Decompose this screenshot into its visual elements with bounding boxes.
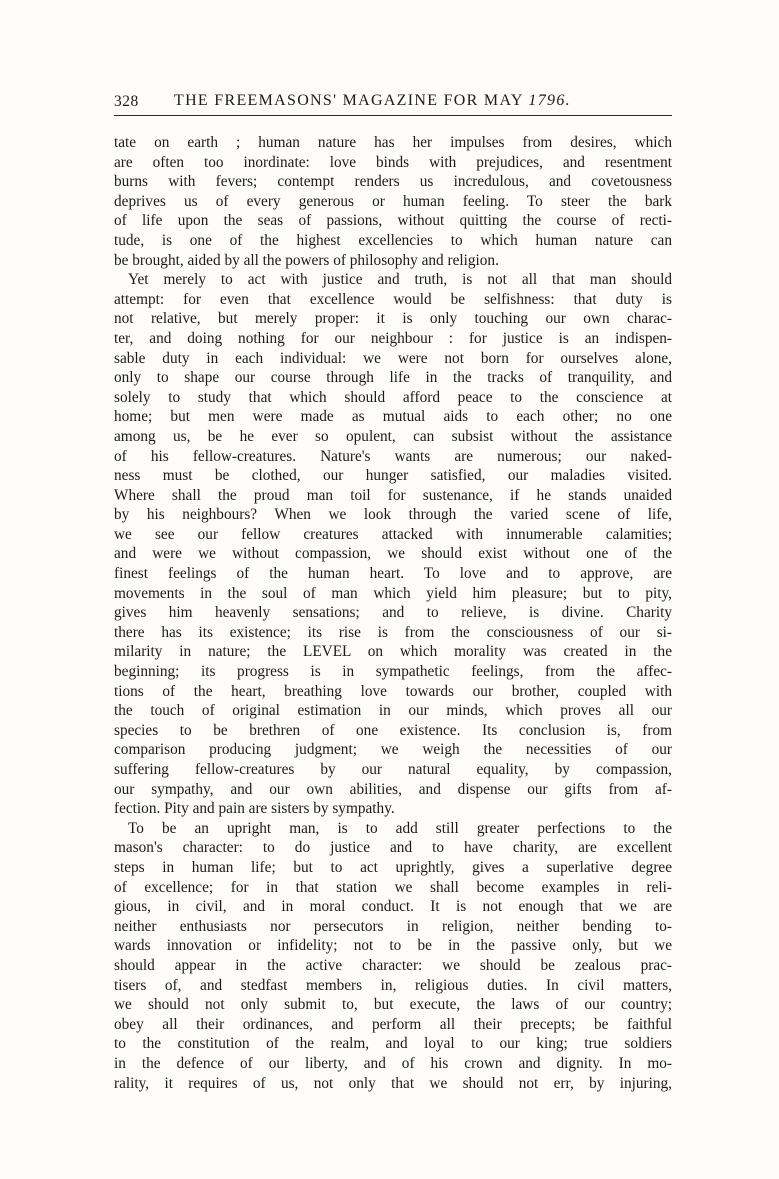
text-line: rality, it requires of us, not only that we should not err, by injuring, — [114, 1074, 672, 1092]
text-line: there has its existence; its rise is from the consciousness of our si- — [114, 623, 672, 641]
text-line: steps in human life; but to act uprightly, gives a superlative degree — [114, 858, 672, 876]
text-line: and were we without compassion, we should exist without one of the — [114, 545, 672, 563]
text-line: we should not only submit to, but execute, the laws of our country; — [114, 996, 672, 1014]
text-line: only to shape our course through life in the tracks of tranquility, and — [114, 369, 672, 387]
text-line: obey all their ordinances, and perform all their precepts; be faithful — [114, 1015, 672, 1033]
text-line: burns with fevers; contempt renders us incredulous, and covetousness — [114, 173, 672, 191]
text-line: tisers of, and stedfast members in, religious duties. In civil matters, — [114, 976, 672, 994]
running-title-year: 1796. — [528, 92, 571, 109]
text-line: to the constitution of the realm, and loyal to our king; true soldiers — [114, 1035, 672, 1053]
text-line: we see our fellow creatures attacked with innumerable calamities; — [114, 525, 672, 543]
text-line: milarity in nature; the LEVEL on which morality was created in the — [114, 643, 672, 661]
text-line: gious, in civil, and in moral conduct. It is not enough that we are — [114, 898, 672, 916]
text-line: comparison producing judgment; we weigh the necessities of our — [114, 741, 672, 759]
text-line: beginning; its progress is in sympathetic feelings, from the affec- — [114, 663, 672, 681]
text-line: be brought, aided by all the powers of philosophy and religion. — [114, 251, 499, 269]
paragraph-first-line: To be an upright man, is to add still greater perfections to the — [128, 819, 672, 837]
text-line: movements in the soul of man which yield him pleasure; but to pity, — [114, 584, 672, 602]
text-line: should appear in the active character: we should be zealous prac- — [114, 956, 672, 974]
article-body — [114, 133, 672, 1093]
text-line: neither enthusiasts nor persecutors in religion, neither bending to- — [114, 917, 672, 935]
text-line: ter, and doing nothing for our neighbour : for justice is an indispen- — [114, 329, 672, 347]
text-line: not relative, but merely proper: it is only touching our own charac- — [114, 310, 672, 328]
text-line: tude, is one of the highest excellencies to which human nature can — [114, 231, 672, 249]
text-line: ness must be clothed, our hunger satisfied, our maladies visited. — [114, 467, 672, 485]
page-number: 328 — [114, 93, 139, 110]
text-line: home; but men were made as mutual aids to each other; no one — [114, 408, 672, 426]
text-line: deprives us of every generous or human feeling. To steer the bark — [114, 192, 672, 210]
text-line: the touch of original estimation in our minds, which proves all our — [114, 702, 672, 720]
text-line: gives him heavenly sensations; and to relieve, is divine. Charity — [114, 604, 672, 622]
running-title-text: THE FREEMASONS' MAGAZINE FOR MAY — [174, 92, 524, 109]
text-line: tate on earth ; human nature has her impulses from desires, which — [114, 134, 672, 151]
text-line: of his fellow-creatures. Nature's wants are numerous; our naked- — [114, 447, 672, 465]
text-line: tions of the heart, breathing love towards our brother, coupled with — [114, 682, 672, 700]
text-line: sable duty in each individual: we were not born for ourselves alone, — [114, 349, 672, 367]
text-line: among us, be he ever so opulent, can subsist without the assistance — [114, 427, 672, 445]
text-line: in the defence of our liberty, and of his crown and dignity. In mo- — [114, 1054, 672, 1072]
text-line: attempt: for even that excellence would be selfishness: that duty is — [114, 290, 672, 308]
text-line: wards innovation or infidelity; not to be in the passive only, but we — [114, 937, 672, 955]
text-line: by his neighbours? When we look through the varied scene of life, — [114, 506, 672, 524]
text-line: finest feelings of the human heart. To love and to approve, are — [114, 565, 672, 583]
text-line: are often too inordinate: love binds with prejudices, and resentment — [114, 153, 672, 171]
text-line: solely to study that which should afford peace to the conscience at — [114, 388, 672, 406]
text-line: suffering fellow-creatures by our natural equality, by compassion, — [114, 761, 672, 778]
text-line: of excellence; for in that station we shall become examples in reli- — [114, 878, 672, 896]
text-line: of life upon the seas of passions, without quitting the course of recti- — [114, 212, 672, 230]
text-line: fection. Pity and pain are sisters by sympathy. — [114, 800, 395, 818]
text-line: mason's character: to do justice and to have charity, are excellent — [114, 839, 672, 857]
running-title — [174, 92, 571, 110]
page-header — [114, 91, 672, 116]
text-line: our sympathy, and our own abilities, and dispense our gifts from af- — [114, 780, 672, 798]
text-line: species to be brethren of one existence. Its conclusion is, from — [114, 721, 672, 739]
text-line: Where shall the proud man toil for sustenance, if he stands unaided — [114, 486, 672, 504]
paragraph-first-line: Yet merely to act with justice and truth, is not all that man should — [128, 271, 672, 289]
